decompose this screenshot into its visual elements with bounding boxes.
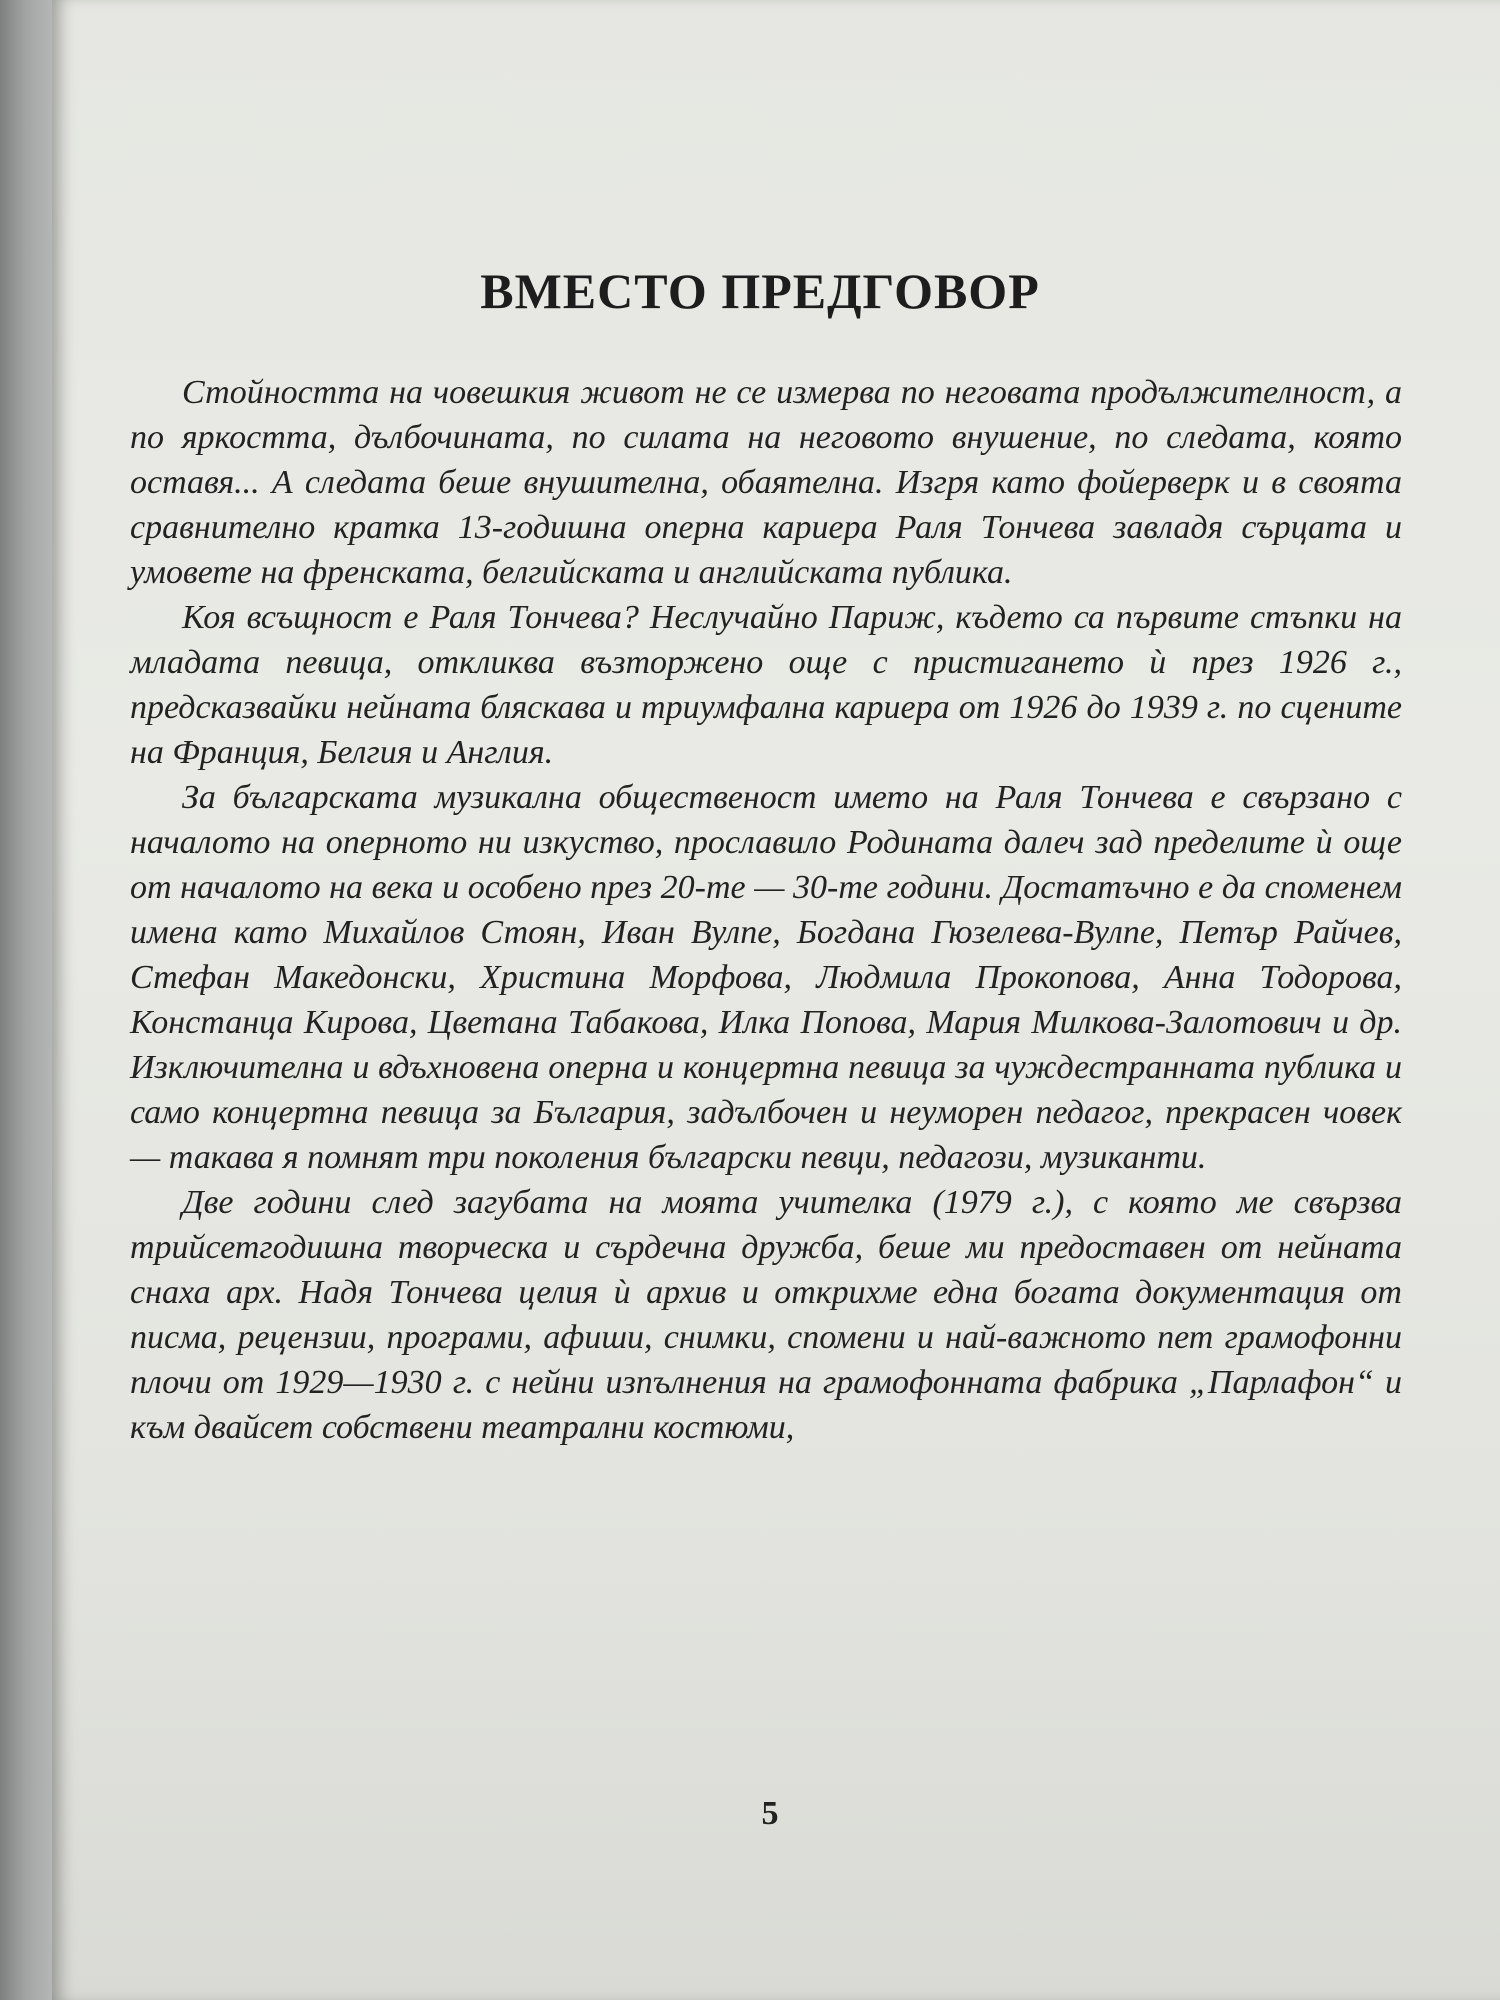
paragraph-3: За българската музикална общественост името на Раля Тончева е свързано с началото на оперното ни изкуство, прославило Родината далеч зад пределите ѝ още от началото на века и особено през 20-те — 30-те години. Достатъчно е да споменем имена като Михайлов Стоян, Иван Вулпе, Богдана Гюзелева-Вулпе, Петър Райчев, Стефан Македонски, Христина Морфова, Людмила Прокопова, Анна Тодорова, Констанца Кирова, Цветана Табакова, Илка Попова, Мария Милкова-Залотович и др. Изключителна и вдъхновена оперна и концертна певица за чуждестранната публика и само концертна певица за България, задълбочен и неуморен педагог, прекрасен човек — такава я помнят три поколения български певци, педагози, музиканти. [130, 779, 1402, 1176]
paragraph-1: Стойността на човешкия живот не се измерва по неговата продължителност, а по яркостта, дълбочината, по силата на неговото внушение, по следата, която оставя... А следата беше внушителна, обаятелна. Изгря като фойерверк и в своята сравнително кратка 13-годишна оперна кариера Раля Тончева завладя сърцата и умовете на френската, белгийската и английската публика. [130, 374, 1402, 591]
page-number: 5 [761, 1795, 779, 1832]
paragraph-2: Коя всъщност е Раля Тончева? Неслучайно Париж, където са първите стъпки на младата певица, откликва възторжено още с пристигането ѝ през 1926 г., предсказвайки нейната бляскава и триумфална кариера от 1926 до 1939 г. по сцените на Франция, Белгия и Англия. [130, 599, 1402, 771]
body-text [130, 370, 1402, 1450]
paragraph-4: Две години след загубата на моята учителка (1979 г.), с която ме свързва трийсетгодишна творческа и сърдечна дружба, беше ми предоставен от нейната снаха арх. Надя Тончева целия ѝ архив и открихме една богата документация от писма, рецензии, програми, афиши, снимки, спомени и най-важното пет грамофонни плочи от 1929—1930 г. с нейни изпълнения на грамофонната фабрика „Парлафон“ и към двайсет собствени театрални костюми, [130, 1184, 1402, 1446]
page-title: ВМЕСТО ПРЕДГОВОР [480, 263, 1040, 319]
